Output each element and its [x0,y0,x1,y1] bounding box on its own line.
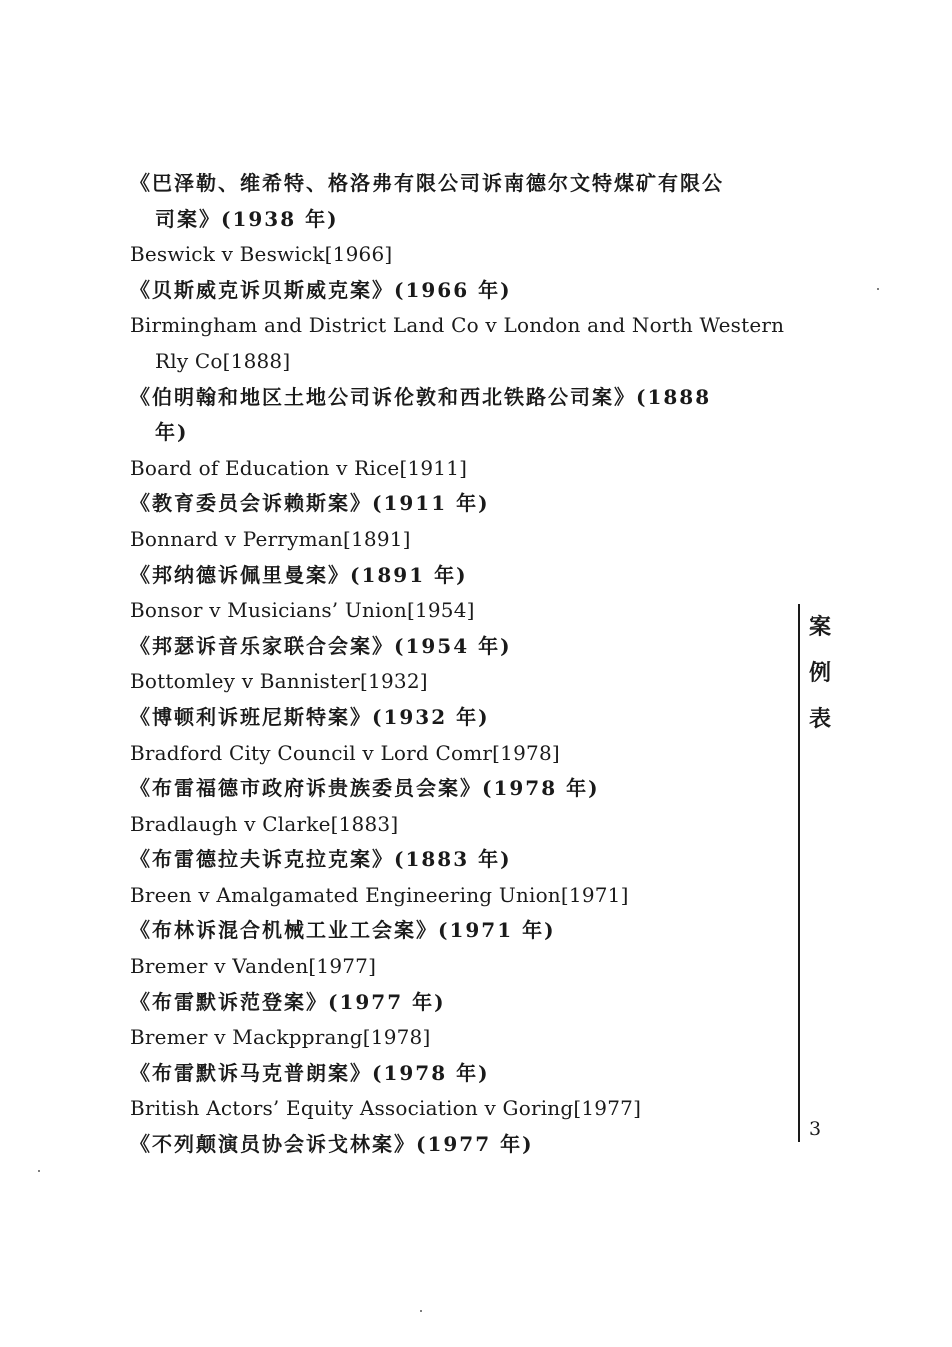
case-entry-line: Bradlaugh v Clarke[1883] [130,811,399,836]
side-title-char: 案 [808,614,831,640]
page-number: 3 [809,1118,822,1140]
case-entry-line: 《布雷德拉夫诉克拉克案》(1883 年) [130,847,512,872]
case-entry-line: 《教育委员会诉赖斯案》(1911 年) [130,491,490,516]
case-entry-line: 《贝斯威克诉贝斯威克案》(1966 年) [130,277,512,302]
case-entry-line: 《布雷默诉马克普朗案》(1978 年) [130,1060,490,1085]
case-entry-line: 《不列颠演员协会诉戈林案》(1977 年) [130,1132,534,1157]
case-entry-line: Board of Education v Rice[1911] [130,455,468,480]
case-entry-line: Breen v Amalgamated Engineering Union[1971] [130,882,629,907]
case-list [130,166,785,1163]
scan-speck [420,1310,422,1312]
case-entry-line: Bremer v Mackpprang[1978] [130,1025,431,1050]
case-entry-line: 《布雷默诉范登案》(1977 年) [130,989,446,1014]
case-entry-line: 《布林诉混合机械工业工会案》(1971 年) [130,918,556,943]
case-entry-line: Bonnard v Perryman[1891] [130,526,411,551]
case-entry-line: British Actors’ Equity Association v Goring[1977] [130,1096,642,1121]
case-entry-line: Bradford City Council v Lord Comr[1978] [130,740,560,765]
case-entry-line: Rly Co[1888] [155,348,291,373]
case-entry-line: Bremer v Vanden[1977] [130,954,377,979]
case-entry-line: 《巴泽勒、维希特、格洛弗有限公司诉南德尔文特煤矿有限公 [130,171,724,195]
case-entry-line: 《博顿利诉班尼斯特案》(1932 年) [130,704,490,729]
case-entry-line: Birmingham and District Land Co v London and North Western [130,313,785,338]
case-entry-line: Beswick v Beswick[1966] [130,242,393,267]
case-entry-line: 司案》(1938 年) [155,206,339,231]
side-margin-rule [798,604,800,1142]
case-entry-line: 《邦纳德诉佩里曼案》(1891 年) [130,562,468,587]
case-entry-line: 《布雷福德市政府诉贵族委员会案》(1978 年) [130,776,600,801]
side-title-char: 例 [808,660,831,686]
scan-speck [38,1170,40,1172]
case-entry-line: Bonsor v Musicians’ Union[1954] [130,598,475,623]
scan-speck [877,288,879,290]
side-section-title [806,604,834,742]
case-entry-line: 《邦瑟诉音乐家联合会案》(1954 年) [130,633,512,658]
side-title-char: 表 [808,706,831,732]
case-entry-line: Bottomley v Bannister[1932] [130,669,428,694]
case-entry-line: 年) [155,420,189,445]
case-entry-line: 《伯明翰和地区土地公司诉伦敦和西北铁路公司案》(1888 [130,384,712,409]
